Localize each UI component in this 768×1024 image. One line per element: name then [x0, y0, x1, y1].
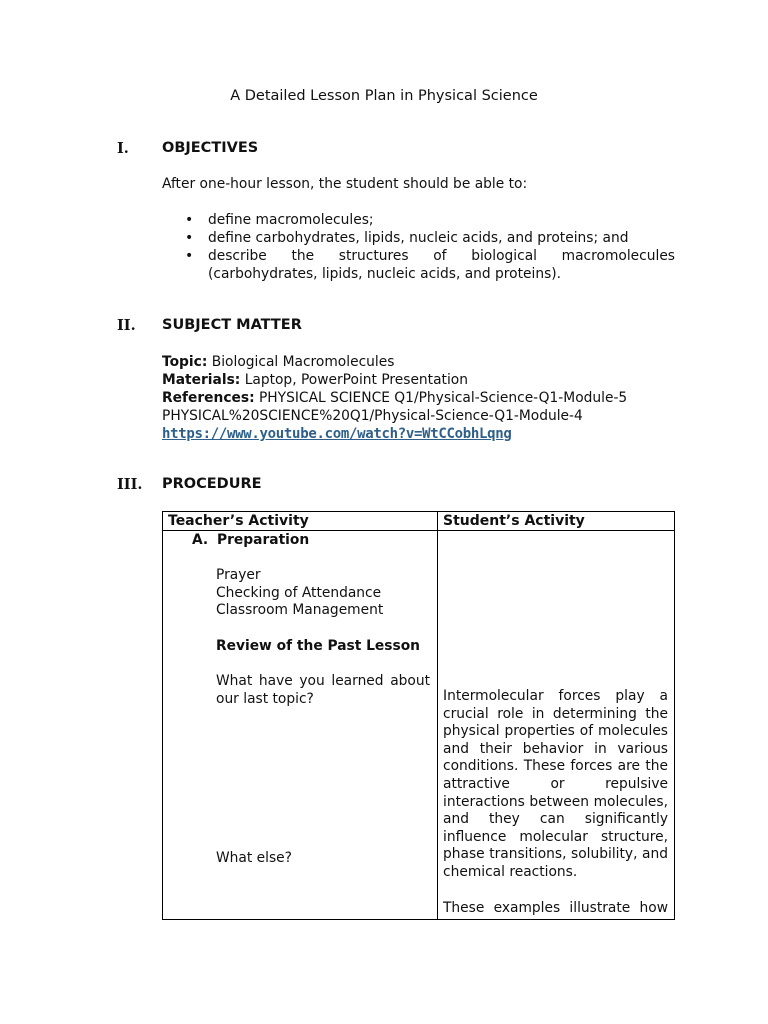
- prayer-text: Prayer: [216, 567, 261, 583]
- table-row: [163, 531, 675, 920]
- section-number-procedure: III.: [117, 476, 143, 493]
- section-heading-procedure: PROCEDURE: [162, 476, 262, 492]
- attendance-text: Checking of Attendance: [216, 585, 382, 601]
- subject-matter-body: [162, 353, 722, 443]
- references-line: References: PHYSICAL SCIENCE Q1/Physical-Science-Q1-Module-5: [162, 390, 628, 406]
- teacher-activity-cell: [163, 531, 438, 920]
- objectives-intro: After one-hour lesson, the student should be able to:: [162, 176, 528, 192]
- objective-item: • define macromolecules;: [185, 211, 675, 229]
- youtube-link[interactable]: https://www.youtube.com/watch?v=WtCCobhLqng: [162, 426, 512, 442]
- question-what-else: What else?: [216, 850, 292, 866]
- management-text: Classroom Management: [216, 602, 384, 618]
- reference-line-2: PHYSICAL%20SCIENCE%20Q1/Physical-Science-Q1-Module-4: [162, 408, 583, 424]
- review-title: Review of the Past Lesson: [216, 638, 421, 654]
- objectives-list: [185, 211, 675, 283]
- table-header-row: [163, 512, 675, 531]
- question-line-2: our last topic?: [216, 691, 314, 707]
- question-line-1: What have you learned about: [216, 673, 430, 689]
- procedure-table: [162, 511, 675, 920]
- document-title: A Detailed Lesson Plan in Physical Science: [230, 88, 538, 104]
- student-answer-2: These examples illustrate how: [443, 900, 668, 916]
- objective-item: • define carbohydrates, lipids, nucleic acids, and proteins; and: [185, 229, 675, 247]
- section-heading-subject-matter: SUBJECT MATTER: [162, 317, 302, 333]
- preparation-title: Preparation: [217, 532, 310, 548]
- section-number-objectives: I.: [117, 140, 129, 157]
- teacher-activity-header: Teacher’s Activity: [163, 512, 438, 531]
- objective-item: • describe the structures of biological macromolecules (carbohydrates, lipids, nucleic acids, and proteins).: [185, 247, 675, 283]
- student-activity-cell: [438, 531, 675, 920]
- section-heading-objectives: OBJECTIVES: [162, 140, 259, 156]
- student-activity-header: Student’s Activity: [438, 512, 675, 531]
- preparation-letter: A.: [192, 532, 209, 548]
- student-answer-1: Intermolecular forces play a crucial role in determining the physical properties of molecules and their behavior in various conditions. These forces are the attractive or repulsive interactions between molecules, and they can significantly influence molecular structure, phase transitions, solubility, and chemical reactions.: [443, 688, 668, 880]
- materials-line: Materials: Laptop, PowerPoint Presentation: [162, 372, 468, 388]
- topic-line: Topic: Biological Macromolecules: [162, 354, 395, 370]
- section-number-subject-matter: II.: [117, 317, 136, 334]
